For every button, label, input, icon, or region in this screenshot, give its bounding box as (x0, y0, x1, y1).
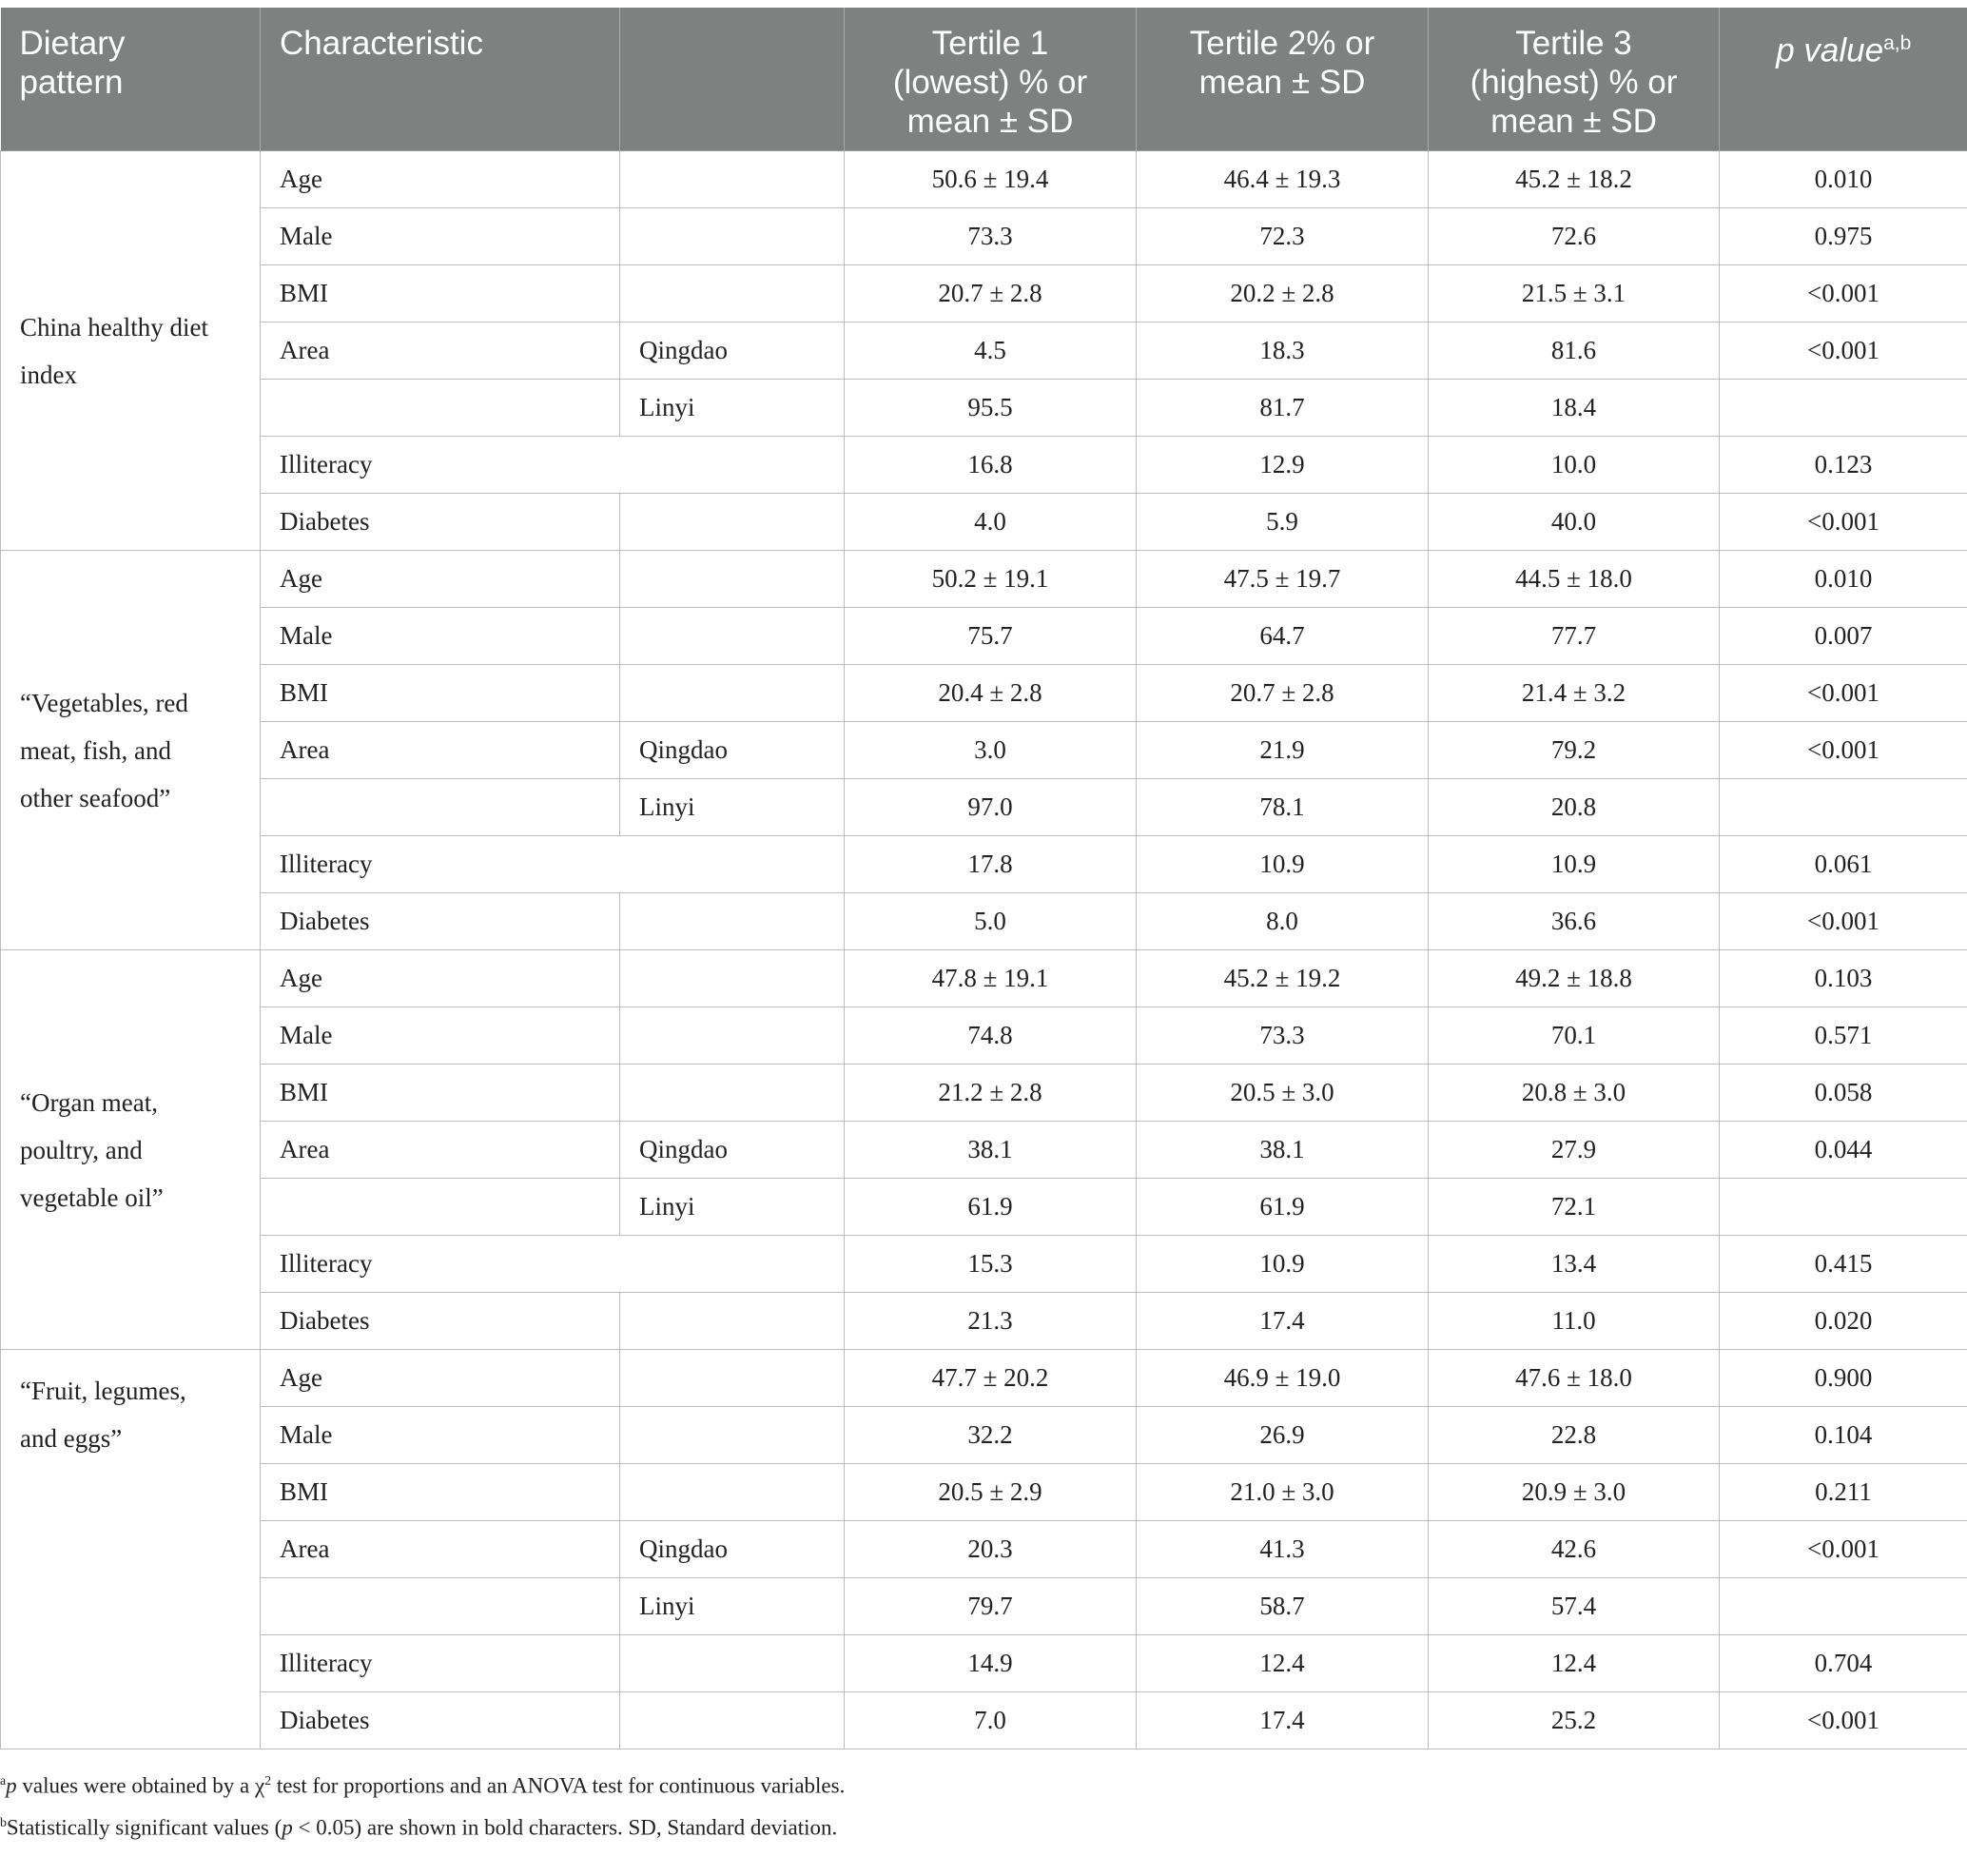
tertile-1-cell: 20.5 ± 2.9 (845, 1464, 1137, 1521)
table-body (1, 151, 1967, 1749)
characteristic-cell: Age (261, 151, 620, 208)
p-value-cell: <0.001 (1720, 893, 1967, 950)
header-tertile-1: Tertile 1 (lowest) % or mean ± SD (845, 8, 1137, 151)
p-value-cell (1720, 779, 1967, 836)
tertile-1-cell: 4.0 (845, 494, 1137, 551)
tertile-1-cell: 21.2 ± 2.8 (845, 1065, 1137, 1122)
tertile-3-cell: 57.4 (1429, 1578, 1720, 1635)
tertile-3-cell: 11.0 (1429, 1293, 1720, 1350)
table-row (1, 322, 1967, 380)
tertile-2-cell: 26.9 (1137, 1407, 1429, 1464)
subcategory-cell (620, 551, 845, 608)
tertile-1-cell: 17.8 (845, 836, 1137, 893)
tertile-1-cell: 21.3 (845, 1293, 1137, 1350)
tertile-1-cell: 50.6 ± 19.4 (845, 151, 1137, 208)
dietary-pattern-cell (1, 151, 261, 551)
tertile-3-cell: 21.5 ± 3.1 (1429, 265, 1720, 322)
subcategory-cell: Qingdao (620, 1521, 845, 1578)
tertile-2-cell: 61.9 (1137, 1179, 1429, 1236)
dietary-pattern-cell (1, 1350, 261, 1749)
tertile-2-cell: 47.5 ± 19.7 (1137, 551, 1429, 608)
tertile-3-cell: 36.6 (1429, 893, 1720, 950)
subcategory-cell (620, 1635, 845, 1692)
tertile-3-cell: 45.2 ± 18.2 (1429, 151, 1720, 208)
characteristic-cell (261, 1578, 620, 1635)
p-value-cell: 0.010 (1720, 151, 1967, 208)
dietary-pattern-label: other seafood” (20, 783, 171, 812)
subcategory-cell (620, 1293, 845, 1350)
table-row (1, 380, 1967, 437)
characteristic-cell: BMI (261, 665, 620, 722)
subcategory-cell (620, 950, 845, 1007)
data-table (0, 8, 1967, 1749)
tertile-2-cell: 10.9 (1137, 836, 1429, 893)
dietary-pattern-label: China healthy diet (20, 312, 208, 342)
table-row (1, 1407, 1967, 1464)
tertile-2-cell: 18.3 (1137, 322, 1429, 380)
tertile-2-cell: 20.5 ± 3.0 (1137, 1065, 1429, 1122)
subcategory-cell: Linyi (620, 1179, 845, 1236)
characteristic-cell: Age (261, 1350, 620, 1407)
tertile-2-cell: 41.3 (1137, 1521, 1429, 1578)
characteristic-cell: BMI (261, 1065, 620, 1122)
p-value-cell (1720, 1578, 1967, 1635)
tertile-1-cell: 79.7 (845, 1578, 1137, 1635)
tertile-3-cell: 10.0 (1429, 437, 1720, 494)
header-characteristic: Characteristic (261, 8, 620, 151)
tertile-3-cell: 49.2 ± 18.8 (1429, 950, 1720, 1007)
tertile-1-cell: 73.3 (845, 208, 1137, 265)
dietary-pattern-label: poultry, and (20, 1135, 143, 1164)
header-p-value: p value$^{a,b}$ (1720, 8, 1967, 151)
tertile-1-cell: 3.0 (845, 722, 1137, 779)
tertile-1-cell: 47.8 ± 19.1 (845, 950, 1137, 1007)
p-value-cell: 0.415 (1720, 1236, 1967, 1293)
subcategory-cell (620, 265, 845, 322)
tertile-1-cell: 14.9 (845, 1635, 1137, 1692)
p-value-cell: 0.571 (1720, 1007, 1967, 1065)
characteristic-cell: Illiteracy (261, 1236, 845, 1293)
tertile-2-cell: 46.9 ± 19.0 (1137, 1350, 1429, 1407)
tertile-2-cell: 12.9 (1137, 437, 1429, 494)
tertile-3-cell: 10.9 (1429, 836, 1720, 893)
tertile-1-cell: 16.8 (845, 437, 1137, 494)
characteristic-cell (261, 380, 620, 437)
p-value-cell (1720, 380, 1967, 437)
p-value-cell: 0.058 (1720, 1065, 1967, 1122)
tertile-1-cell: 75.7 (845, 608, 1137, 665)
characteristic-cell: Male (261, 208, 620, 265)
characteristic-cell: Area (261, 1521, 620, 1578)
tertile-2-cell: 78.1 (1137, 779, 1429, 836)
dietary-pattern-label: and eggs” (20, 1424, 123, 1453)
characteristic-cell: Male (261, 1407, 620, 1464)
subcategory-cell: Qingdao (620, 722, 845, 779)
tertile-2-cell: 20.7 ± 2.8 (1137, 665, 1429, 722)
dietary-pattern-label: “Vegetables, red (20, 688, 188, 717)
tertile-3-cell: 42.6 (1429, 1521, 1720, 1578)
table-row (1, 1578, 1967, 1635)
table-row (1, 437, 1967, 494)
tertile-2-cell: 5.9 (1137, 494, 1429, 551)
subcategory-cell: Linyi (620, 380, 845, 437)
table-row (1, 265, 1967, 322)
subcategory-cell: Qingdao (620, 1122, 845, 1179)
subcategory-cell (620, 1065, 845, 1122)
characteristic-cell: BMI (261, 265, 620, 322)
tertile-3-cell: 22.8 (1429, 1407, 1720, 1464)
characteristic-cell: Diabetes (261, 494, 620, 551)
tertile-2-cell: 45.2 ± 19.2 (1137, 950, 1429, 1007)
p-value-cell: <0.001 (1720, 494, 1967, 551)
tertile-1-cell: 97.0 (845, 779, 1137, 836)
subcategory-cell: Qingdao (620, 322, 845, 380)
characteristic-cell: Age (261, 950, 620, 1007)
tertile-2-cell: 17.4 (1137, 1692, 1429, 1749)
characteristic-cell: Male (261, 1007, 620, 1065)
p-value-cell (1720, 1179, 1967, 1236)
tertile-3-cell: 72.6 (1429, 208, 1720, 265)
table-row (1, 1065, 1967, 1122)
table-row (1, 665, 1967, 722)
tertile-2-cell: 46.4 ± 19.3 (1137, 151, 1429, 208)
tertile-3-cell: 77.7 (1429, 608, 1720, 665)
tertile-1-cell: 74.8 (845, 1007, 1137, 1065)
characteristic-cell: Area (261, 322, 620, 380)
tertile-2-cell: 58.7 (1137, 1578, 1429, 1635)
tertile-3-cell: 27.9 (1429, 1122, 1720, 1179)
dietary-pattern-cell (1, 950, 261, 1350)
tertile-3-cell: 47.6 ± 18.0 (1429, 1350, 1720, 1407)
characteristic-cell: Illiteracy (261, 1635, 620, 1692)
subcategory-cell (620, 608, 845, 665)
table-row (1, 1635, 1967, 1692)
p-value-cell: <0.001 (1720, 265, 1967, 322)
table-footnotes (0, 1749, 1967, 1846)
tertile-3-cell: 72.1 (1429, 1179, 1720, 1236)
characteristic-cell: Area (261, 722, 620, 779)
characteristic-cell: BMI (261, 1464, 620, 1521)
p-value-cell: 0.704 (1720, 1635, 1967, 1692)
tertile-3-cell: 79.2 (1429, 722, 1720, 779)
tertile-1-cell: 7.0 (845, 1692, 1137, 1749)
characteristic-cell (261, 779, 620, 836)
table-row (1, 1007, 1967, 1065)
footnote-b: $^b$Statistically significant values (p < 0.05) are shown in bold characters. SD, Standard deviation. (0, 1814, 838, 1840)
tertile-1-cell: 5.0 (845, 893, 1137, 950)
tertile-2-cell: 8.0 (1137, 893, 1429, 950)
table-row (1, 1179, 1967, 1236)
p-value-cell: 0.900 (1720, 1350, 1967, 1407)
tertile-1-cell: 32.2 (845, 1407, 1137, 1464)
table-row (1, 1692, 1967, 1749)
tertile-2-cell: 72.3 (1137, 208, 1429, 265)
table-row (1, 1293, 1967, 1350)
dietary-pattern-label: meat, fish, and (20, 735, 171, 765)
tertile-3-cell: 81.6 (1429, 322, 1720, 380)
table-row (1, 1464, 1967, 1521)
subcategory-cell (620, 494, 845, 551)
subcategory-cell (620, 1350, 845, 1407)
table-row (1, 1236, 1967, 1293)
subcategory-cell (620, 151, 845, 208)
characteristic-cell (261, 1179, 620, 1236)
characteristic-cell: Diabetes (261, 1293, 620, 1350)
tertile-3-cell: 21.4 ± 3.2 (1429, 665, 1720, 722)
header-dietary-pattern: Dietary pattern (1, 8, 261, 151)
p-value-cell: 0.975 (1720, 208, 1967, 265)
dietary-pattern-label: “Organ meat, (20, 1087, 158, 1117)
tertile-3-cell: 13.4 (1429, 1236, 1720, 1293)
tertile-3-cell: 20.8 ± 3.0 (1429, 1065, 1720, 1122)
tertile-2-cell: 17.4 (1137, 1293, 1429, 1350)
p-value-cell: 0.044 (1720, 1122, 1967, 1179)
table-row (1, 608, 1967, 665)
tertile-3-cell: 20.8 (1429, 779, 1720, 836)
p-value-cell: 0.020 (1720, 1293, 1967, 1350)
p-value-cell: <0.001 (1720, 1521, 1967, 1578)
tertile-2-cell: 81.7 (1137, 380, 1429, 437)
subcategory-cell: Linyi (620, 779, 845, 836)
tertile-1-cell: 20.7 ± 2.8 (845, 265, 1137, 322)
tertile-2-cell: 73.3 (1137, 1007, 1429, 1065)
p-value-cell: 0.104 (1720, 1407, 1967, 1464)
header-row (1, 8, 1967, 151)
table-row (1, 836, 1967, 893)
subcategory-cell (620, 1692, 845, 1749)
tertile-3-cell: 25.2 (1429, 1692, 1720, 1749)
tertile-1-cell: 47.7 ± 20.2 (845, 1350, 1137, 1407)
table-row (1, 208, 1967, 265)
tertile-1-cell: 95.5 (845, 380, 1137, 437)
table-row (1, 1350, 1967, 1407)
tertile-1-cell: 20.4 ± 2.8 (845, 665, 1137, 722)
tertile-2-cell: 20.2 ± 2.8 (1137, 265, 1429, 322)
tertile-2-cell: 21.0 ± 3.0 (1137, 1464, 1429, 1521)
table-row (1, 494, 1967, 551)
characteristic-cell: Diabetes (261, 1692, 620, 1749)
tertile-2-cell: 12.4 (1137, 1635, 1429, 1692)
subcategory-cell: Linyi (620, 1578, 845, 1635)
header-subcategory (620, 8, 845, 151)
subcategory-cell (620, 665, 845, 722)
table-row (1, 950, 1967, 1007)
dietary-pattern-label: index (20, 360, 77, 389)
header-tertile-2: Tertile 2% or mean ± SD (1137, 8, 1429, 151)
p-value-cell: <0.001 (1720, 665, 1967, 722)
subcategory-cell (620, 1464, 845, 1521)
table-row (1, 551, 1967, 608)
tertile-2-cell: 38.1 (1137, 1122, 1429, 1179)
tertile-3-cell: 20.9 ± 3.0 (1429, 1464, 1720, 1521)
tertile-3-cell: 18.4 (1429, 380, 1720, 437)
characteristic-cell: Age (261, 551, 620, 608)
characteristic-cell: Illiteracy (261, 437, 845, 494)
header-tertile-3: Tertile 3 (highest) % or mean ± SD (1429, 8, 1720, 151)
table-row (1, 779, 1967, 836)
p-value-cell: <0.001 (1720, 722, 1967, 779)
table-row (1, 722, 1967, 779)
characteristic-cell: Male (261, 608, 620, 665)
characteristic-cell: Illiteracy (261, 836, 845, 893)
dietary-pattern-label: “Fruit, legumes, (20, 1377, 186, 1405)
tertile-2-cell: 21.9 (1137, 722, 1429, 779)
dietary-pattern-cell (1, 551, 261, 950)
tertile-3-cell: 70.1 (1429, 1007, 1720, 1065)
tertile-1-cell: 38.1 (845, 1122, 1137, 1179)
p-value-cell: 0.061 (1720, 836, 1967, 893)
table-row (1, 1521, 1967, 1578)
p-value-cell: 0.211 (1720, 1464, 1967, 1521)
tertile-3-cell: 40.0 (1429, 494, 1720, 551)
tertile-2-cell: 64.7 (1137, 608, 1429, 665)
footnote-a: $^a$p values were obtained by a $\chi^2$ test for proportions and an ANOVA test for continuous variables. (0, 1773, 846, 1798)
tertile-1-cell: 15.3 (845, 1236, 1137, 1293)
tertile-3-cell: 44.5 ± 18.0 (1429, 551, 1720, 608)
tertile-1-cell: 61.9 (845, 1179, 1137, 1236)
p-value-cell: 0.123 (1720, 437, 1967, 494)
p-value-cell: 0.103 (1720, 950, 1967, 1007)
table-container (0, 8, 1967, 1846)
table-row (1, 893, 1967, 950)
characteristic-cell: Diabetes (261, 893, 620, 950)
p-value-cell: 0.010 (1720, 551, 1967, 608)
subcategory-cell (620, 1007, 845, 1065)
subcategory-cell (620, 1407, 845, 1464)
tertile-3-cell: 12.4 (1429, 1635, 1720, 1692)
p-value-cell: 0.007 (1720, 608, 1967, 665)
tertile-1-cell: 50.2 ± 19.1 (845, 551, 1137, 608)
p-value-cell: <0.001 (1720, 322, 1967, 380)
dietary-pattern-label: vegetable oil” (20, 1182, 164, 1212)
table-row (1, 1122, 1967, 1179)
p-value-cell: <0.001 (1720, 1692, 1967, 1749)
tertile-2-cell: 10.9 (1137, 1236, 1429, 1293)
characteristic-cell: Area (261, 1122, 620, 1179)
subcategory-cell (620, 208, 845, 265)
table-row (1, 151, 1967, 208)
subcategory-cell (620, 893, 845, 950)
tertile-1-cell: 20.3 (845, 1521, 1137, 1578)
tertile-1-cell: 4.5 (845, 322, 1137, 380)
